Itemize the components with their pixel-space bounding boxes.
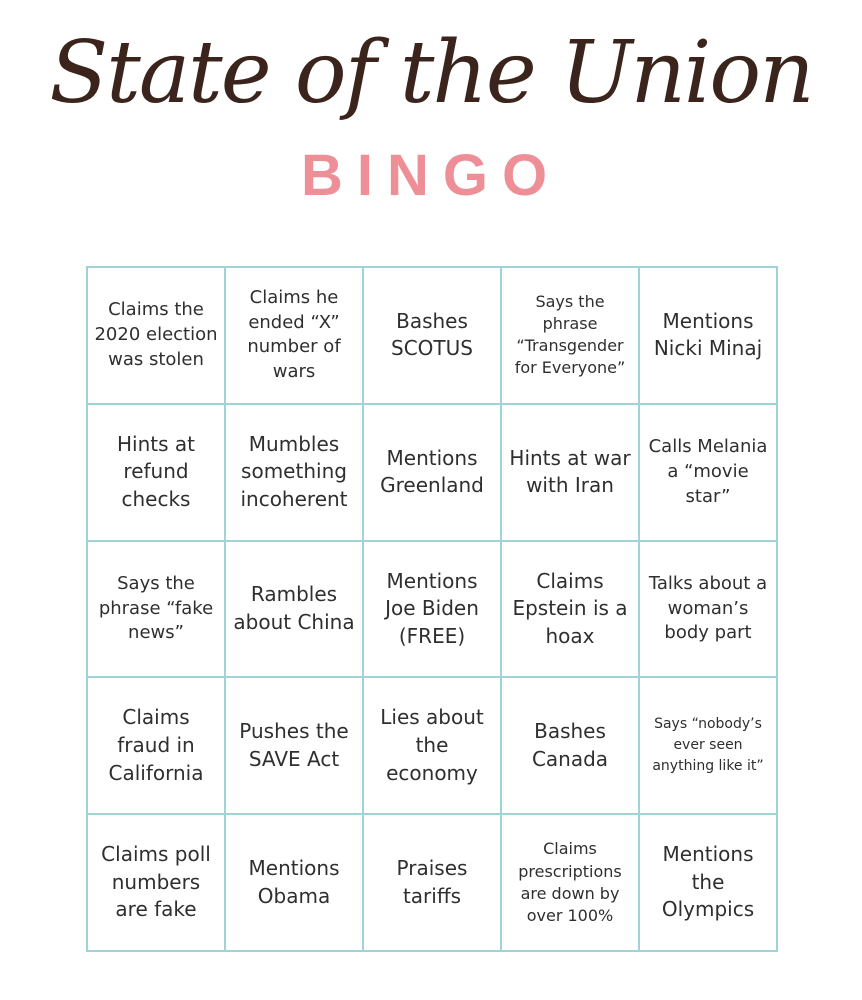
bingo-board: [86, 266, 778, 952]
bingo-cell[interactable]: Hints at refund checks: [88, 405, 226, 542]
bingo-cell[interactable]: Claims fraud in California: [88, 678, 226, 815]
bingo-cell[interactable]: Claims poll numbers are fake: [88, 815, 226, 952]
bingo-cell[interactable]: Mentions Obama: [226, 815, 364, 952]
bingo-cell[interactable]: Pushes the SAVE Act: [226, 678, 364, 815]
bingo-cell[interactable]: Claims prescriptions are down by over 100%: [502, 815, 640, 952]
page-title: State of the Union: [49, 23, 813, 123]
bingo-cell[interactable]: Mumbles something incoherent: [226, 405, 364, 542]
bingo-cell-free[interactable]: Mentions Joe Biden (FREE): [364, 542, 502, 679]
bingo-cell[interactable]: Lies about the economy: [364, 678, 502, 815]
bingo-cell[interactable]: Says “nobody’s ever seen anything like it”: [640, 678, 778, 815]
bingo-cell[interactable]: Says the phrase “Transgender for Everyone”: [502, 268, 640, 405]
bingo-cell[interactable]: Bashes Canada: [502, 678, 640, 815]
bingo-cell[interactable]: Mentions Nicki Minaj: [640, 268, 778, 405]
bingo-cell[interactable]: Talks about a woman’s body part: [640, 542, 778, 679]
page-subtitle: BINGO: [300, 143, 562, 208]
bingo-cell[interactable]: Mentions Greenland: [364, 405, 502, 542]
bingo-cell[interactable]: Mentions the Olympics: [640, 815, 778, 952]
bingo-cell[interactable]: Hints at war with Iran: [502, 405, 640, 542]
bingo-cell[interactable]: Claims Epstein is a hoax: [502, 542, 640, 679]
bingo-cell[interactable]: Praises tariffs: [364, 815, 502, 952]
bingo-cell[interactable]: Calls Melania a “movie star”: [640, 405, 778, 542]
bingo-cell[interactable]: Says the phrase “fake news”: [88, 542, 226, 679]
bingo-cell[interactable]: Bashes SCOTUS: [364, 268, 502, 405]
bingo-cell[interactable]: Claims he ended “X” number of wars: [226, 268, 364, 405]
bingo-cell[interactable]: Rambles about China: [226, 542, 364, 679]
bingo-cell[interactable]: Claims the 2020 election was stolen: [88, 268, 226, 405]
